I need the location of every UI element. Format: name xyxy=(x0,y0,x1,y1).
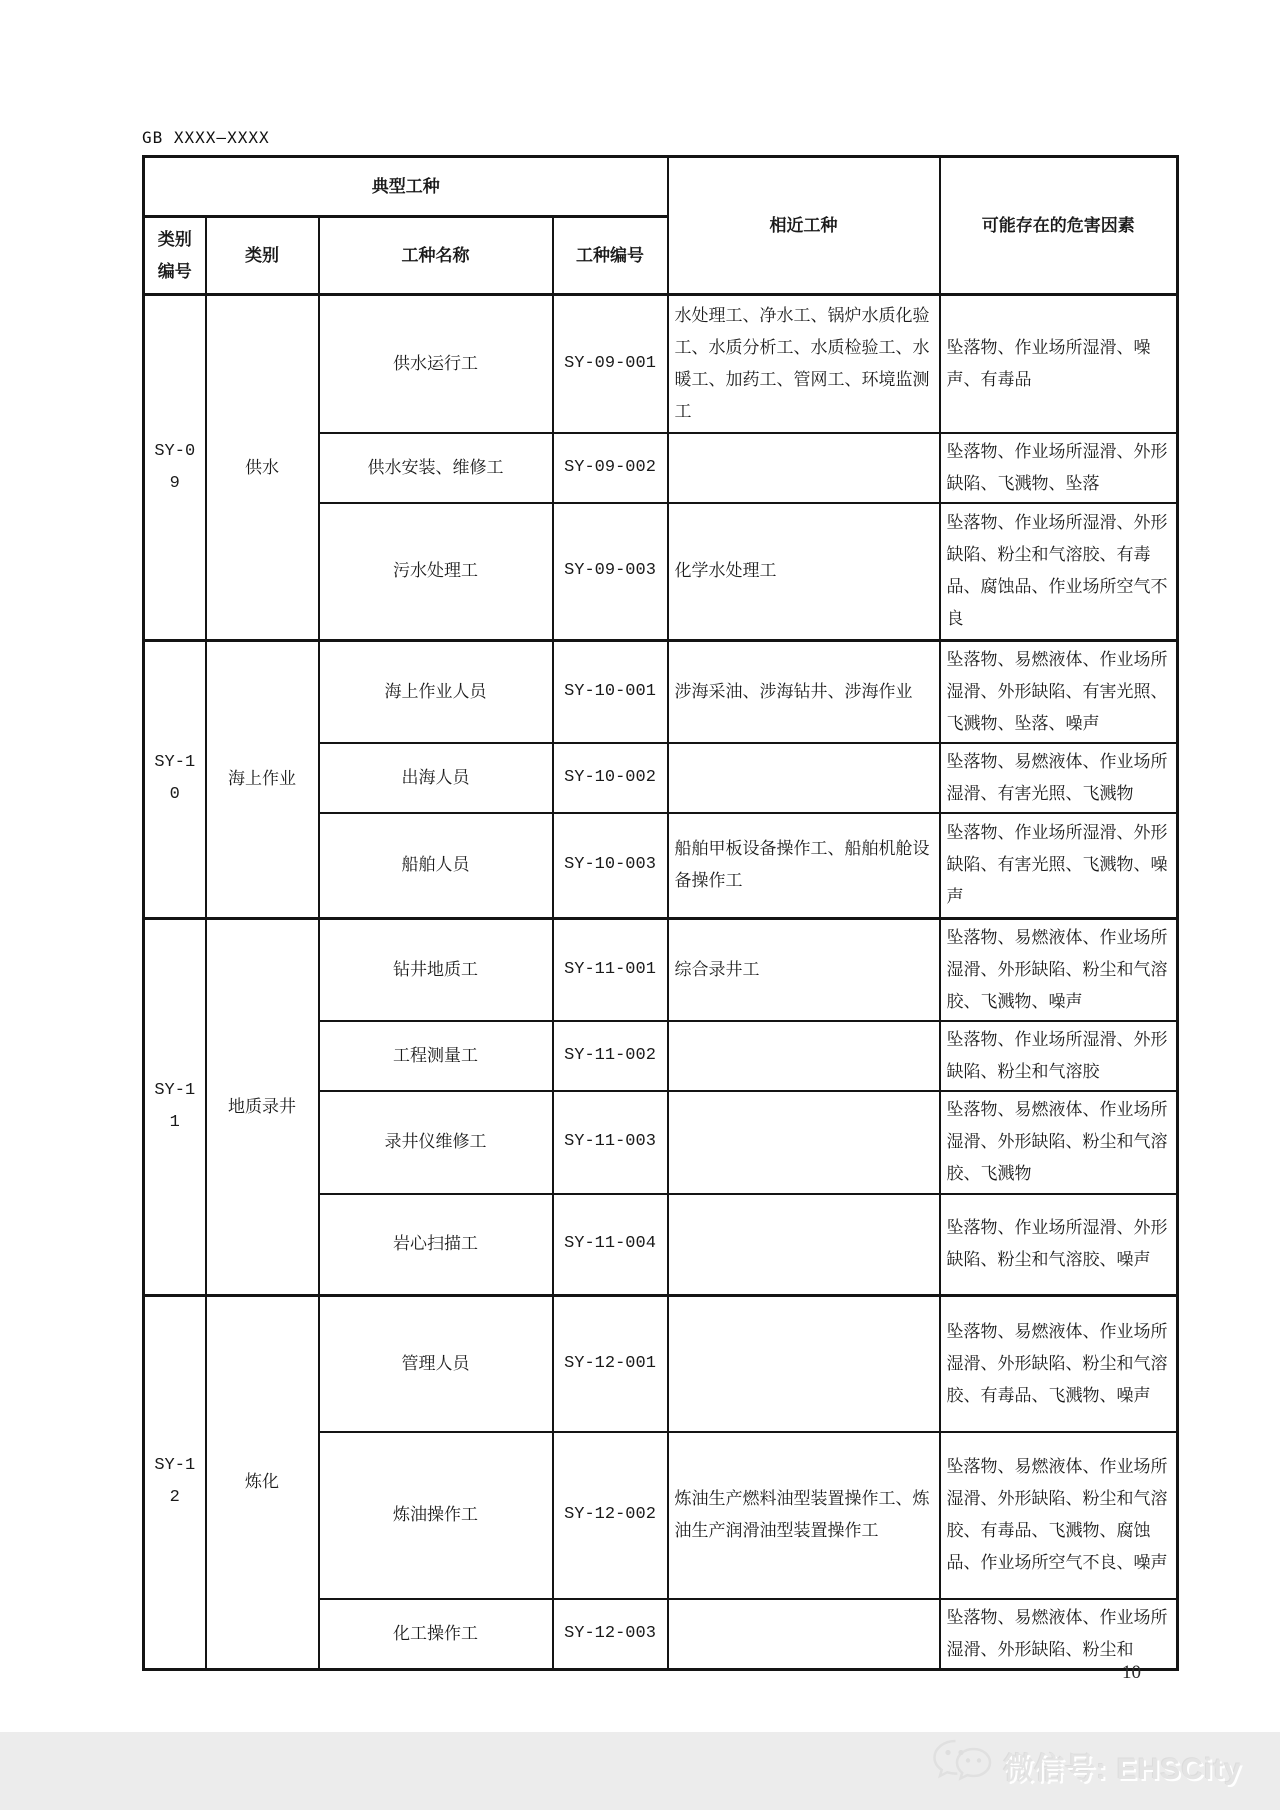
similar-jobs-cell: 涉海采油、涉海钻井、涉海作业 xyxy=(668,641,940,744)
table-row xyxy=(144,918,1178,1021)
header-hazards: 可能存在的危害因素 xyxy=(940,157,1178,295)
hazards-cell: 坠落物、易燃液体、作业场所湿滑、外形缺陷、粉尘和气溶胶、有毒品、飞溅物、噪声 xyxy=(940,1296,1178,1432)
job-name-cell: 化工操作工 xyxy=(319,1599,553,1670)
hazards-cell: 坠落物、易燃液体、作业场所湿滑、外形缺陷、有害光照、飞溅物、坠落、噪声 xyxy=(940,641,1178,744)
similar-jobs-cell xyxy=(668,743,940,813)
hazards-cell: 坠落物、易燃液体、作业场所湿滑、有害光照、飞溅物 xyxy=(940,743,1178,813)
table-row xyxy=(144,1296,1178,1432)
hazards-cell: 坠落物、易燃液体、作业场所湿滑、外形缺陷、粉尘和气溶胶、飞溅物、噪声 xyxy=(940,918,1178,1021)
job-code-cell: SY-09-003 xyxy=(553,503,668,641)
job-name-cell: 炼油操作工 xyxy=(319,1432,553,1599)
hazards-cell: 坠落物、易燃液体、作业场所湿滑、外形缺陷、粉尘和气溶胶、飞溅物 xyxy=(940,1091,1178,1194)
job-name-cell: 供水运行工 xyxy=(319,295,553,433)
hazards-cell: 坠落物、作业场所湿滑、外形缺陷、粉尘和气溶胶、有毒品、腐蚀品、作业场所空气不良 xyxy=(940,503,1178,641)
header-category: 类别 xyxy=(206,217,319,295)
section-code-cell: SY-09 xyxy=(144,295,206,641)
job-name-cell: 污水处理工 xyxy=(319,503,553,641)
hazards-cell: 坠落物、作业场所湿滑、外形缺陷、飞溅物、坠落 xyxy=(940,433,1178,503)
section-category-cell: 海上作业 xyxy=(206,641,319,919)
similar-jobs-cell xyxy=(668,1296,940,1432)
header-category-no xyxy=(144,217,206,295)
header-category-no-line2: 编号 xyxy=(157,261,192,281)
hazards-cell: 坠落物、作业场所湿滑、噪声、有毒品 xyxy=(940,295,1178,433)
table-row xyxy=(144,295,1178,433)
job-name-cell: 管理人员 xyxy=(319,1296,553,1432)
header-category-no-line1: 类别 xyxy=(157,229,192,249)
watermark-label: 微信号: EHSCity xyxy=(1003,1753,1242,1786)
job-name-cell: 钻井地质工 xyxy=(319,918,553,1021)
header-typical-group: 典型工种 xyxy=(144,157,668,217)
job-name-cell: 供水安装、维修工 xyxy=(319,433,553,503)
header-job-name: 工种名称 xyxy=(319,217,553,295)
job-name-cell: 工程测量工 xyxy=(319,1021,553,1091)
job-code-cell: SY-10-002 xyxy=(553,743,668,813)
page-number: 10 xyxy=(1122,1662,1141,1683)
section-category-cell: 炼化 xyxy=(206,1296,319,1670)
watermark xyxy=(931,1738,1242,1794)
similar-jobs-cell xyxy=(668,1091,940,1194)
job-code-cell: SY-12-003 xyxy=(553,1599,668,1670)
similar-jobs-cell: 炼油生产燃料油型装置操作工、炼油生产润滑油型装置操作工 xyxy=(668,1432,940,1599)
job-name-cell: 海上作业人员 xyxy=(319,641,553,744)
job-code-cell: SY-11-001 xyxy=(553,918,668,1021)
footer-strip xyxy=(0,1732,1280,1810)
job-code-cell: SY-10-003 xyxy=(553,813,668,918)
hazards-cell: 坠落物、作业场所湿滑、外形缺陷、粉尘和气溶胶、噪声 xyxy=(940,1194,1178,1296)
similar-jobs-cell xyxy=(668,1021,940,1091)
section-code-cell: SY-12 xyxy=(144,1296,206,1670)
table-body xyxy=(144,295,1178,1670)
similar-jobs-cell: 化学水处理工 xyxy=(668,503,940,641)
job-code-cell: SY-09-002 xyxy=(553,433,668,503)
job-name-cell: 录井仪维修工 xyxy=(319,1091,553,1194)
section-category-cell: 供水 xyxy=(206,295,319,641)
job-name-cell: 出海人员 xyxy=(319,743,553,813)
header-job-code: 工种编号 xyxy=(553,217,668,295)
table-row xyxy=(144,641,1178,744)
section-code-cell: SY-10 xyxy=(144,641,206,919)
similar-jobs-cell xyxy=(668,1599,940,1670)
job-code-cell: SY-09-001 xyxy=(553,295,668,433)
hazards-cell: 坠落物、作业场所湿滑、外形缺陷、有害光照、飞溅物、噪声 xyxy=(940,813,1178,918)
job-code-cell: SY-12-001 xyxy=(553,1296,668,1432)
job-code-cell: SY-11-003 xyxy=(553,1091,668,1194)
job-code-cell: SY-11-002 xyxy=(553,1021,668,1091)
job-name-cell: 岩心扫描工 xyxy=(319,1194,553,1296)
similar-jobs-cell xyxy=(668,1194,940,1296)
job-name-cell: 船舶人员 xyxy=(319,813,553,918)
similar-jobs-cell: 水处理工、净水工、锅炉水质化验工、水质分析工、水质检验工、水暖工、加药工、管网工、环境监测工 xyxy=(668,295,940,433)
similar-jobs-cell: 船舶甲板设备操作工、船舶机舱设备操作工 xyxy=(668,813,940,918)
wechat-icon xyxy=(931,1738,993,1794)
job-code-cell: SY-11-004 xyxy=(553,1194,668,1296)
job-code-cell: SY-10-001 xyxy=(553,641,668,744)
similar-jobs-cell xyxy=(668,433,940,503)
similar-jobs-cell: 综合录井工 xyxy=(668,918,940,1021)
section-code-cell: SY-11 xyxy=(144,918,206,1296)
hazard-factors-table xyxy=(142,155,1179,1671)
hazards-cell: 坠落物、易燃液体、作业场所湿滑、外形缺陷、粉尘和气溶胶、有毒品、飞溅物、腐蚀品、作业场所空气不良、噪声 xyxy=(940,1432,1178,1599)
hazards-cell: 坠落物、作业场所湿滑、外形缺陷、粉尘和气溶胶 xyxy=(940,1021,1178,1091)
doc-code: GB XXXX—XXXX xyxy=(142,128,270,147)
job-code-cell: SY-12-002 xyxy=(553,1432,668,1599)
section-category-cell: 地质录井 xyxy=(206,918,319,1296)
header-similar: 相近工种 xyxy=(668,157,940,295)
hazards-cell: 坠落物、易燃液体、作业场所湿滑、外形缺陷、粉尘和 xyxy=(940,1599,1178,1670)
